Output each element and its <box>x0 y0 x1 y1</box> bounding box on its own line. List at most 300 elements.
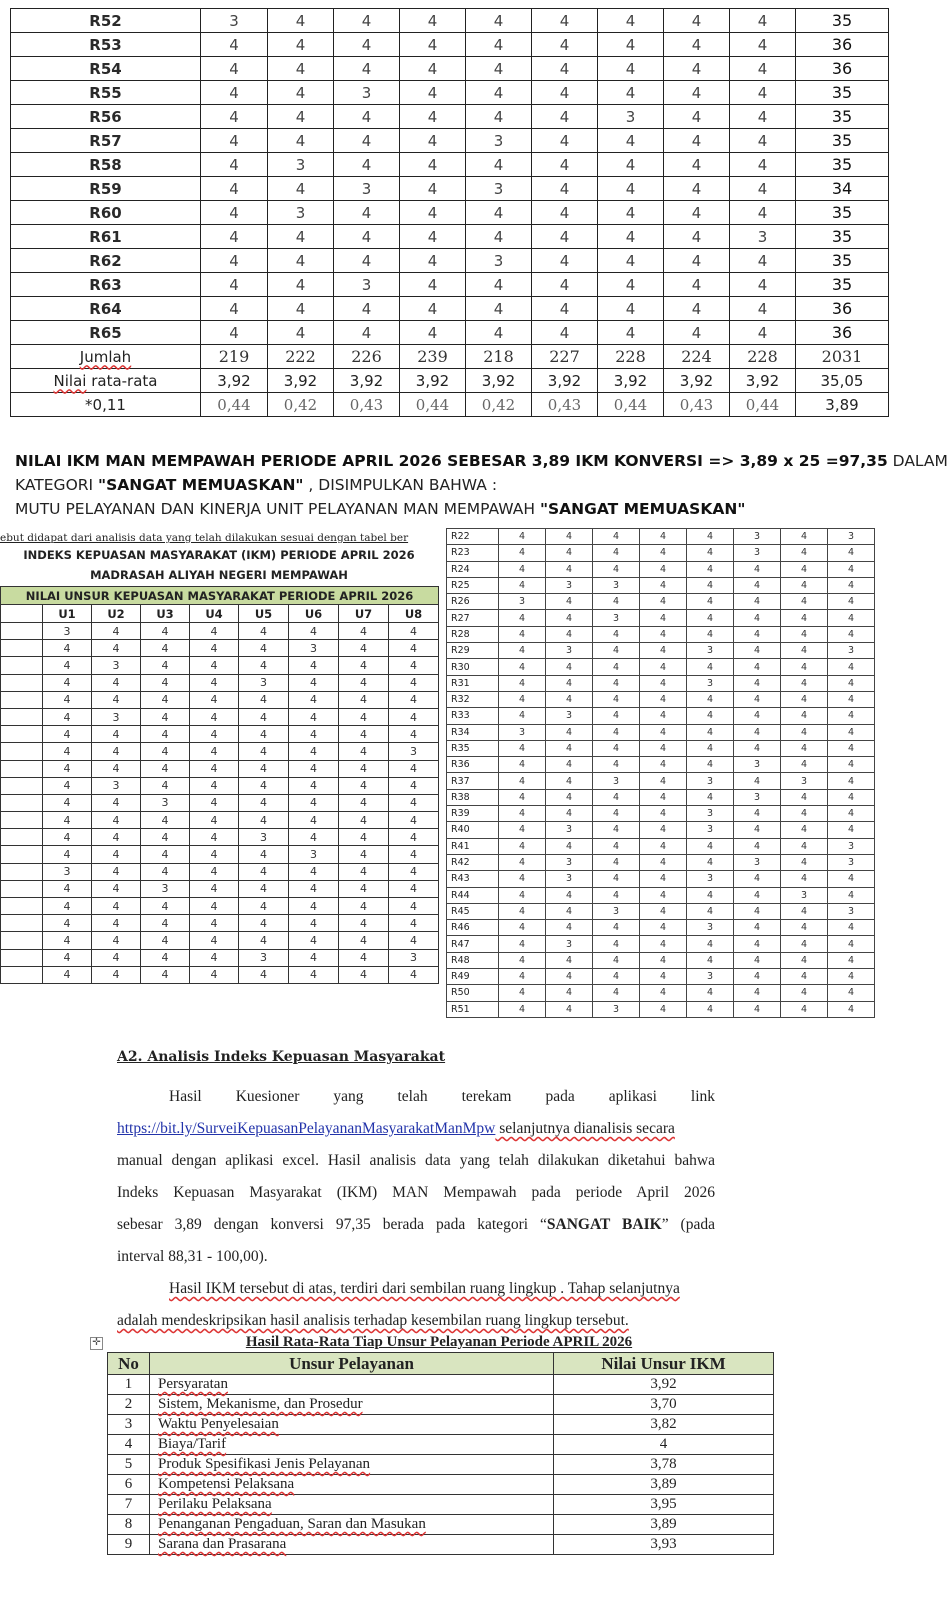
average-cell: 3,92 <box>598 369 664 393</box>
score-cell: 3 <box>334 273 400 297</box>
sum-cell: 218 <box>466 345 532 369</box>
average-label: Nilai rata-rata <box>11 369 201 393</box>
score-cell: 3 <box>466 249 532 273</box>
sum-cell: 228 <box>730 345 796 369</box>
score-cell: 3 <box>141 880 190 897</box>
score-cell: 4 <box>499 887 546 903</box>
score-cell: 4 <box>201 225 268 249</box>
score-cell: 3 <box>389 743 439 760</box>
sum-cell: 219 <box>201 345 268 369</box>
score-cell: 4 <box>239 880 289 897</box>
score-cell: 4 <box>289 829 339 846</box>
row-id: R26 <box>447 594 499 610</box>
score-cell: 4 <box>640 854 687 870</box>
score-cell: 4 <box>593 789 640 805</box>
score-cell: 4 <box>734 969 781 985</box>
score-cell: 4 <box>828 969 875 985</box>
score-cell: 4 <box>43 674 92 691</box>
blank-cell <box>1 846 43 863</box>
weighted-cell: 0,44 <box>400 393 466 417</box>
score-cell: 4 <box>141 640 190 657</box>
table-row <box>11 129 889 153</box>
score-cell: 4 <box>92 949 141 966</box>
score-cell: 4 <box>499 643 546 659</box>
score-cell: 4 <box>190 898 239 915</box>
score-cell: 4 <box>190 794 239 811</box>
score-cell: 4 <box>598 129 664 153</box>
score-cell: 4 <box>190 657 239 674</box>
score-cell: 3 <box>687 871 734 887</box>
score-cell: 3 <box>734 529 781 545</box>
row-id: R43 <box>447 871 499 887</box>
score-cell: 4 <box>141 863 190 880</box>
table-row <box>11 177 889 201</box>
score-cell: 4 <box>389 966 439 983</box>
move-handle-icon[interactable]: ✛ <box>90 1337 103 1350</box>
score-cell: 4 <box>730 321 796 345</box>
score-cell: 4 <box>734 691 781 707</box>
score-cell: 4 <box>640 806 687 822</box>
score-cell: 4 <box>389 846 439 863</box>
score-cell: 4 <box>687 691 734 707</box>
score-cell: 4 <box>781 822 828 838</box>
score-cell: 4 <box>664 129 730 153</box>
column-header: U2 <box>92 605 141 623</box>
unsur-value: 3,93 <box>554 1535 774 1555</box>
row-id: R36 <box>447 757 499 773</box>
row-number: 2 <box>108 1395 150 1415</box>
para-line: Hasil IKM tersebut di atas, terdiri dari sembilan ruang lingkup . Tahap selanjutnya <box>169 1280 680 1297</box>
score-cell: 4 <box>389 794 439 811</box>
score-cell: 4 <box>499 675 546 691</box>
row-total: 35 <box>796 249 889 273</box>
score-cell: 4 <box>828 708 875 724</box>
score-cell: 4 <box>640 887 687 903</box>
score-cell: 4 <box>141 932 190 949</box>
score-cell: 4 <box>389 898 439 915</box>
unsur-name: Penanganan Pengaduan, Saran dan Masukan <box>150 1515 554 1535</box>
score-cell: 4 <box>499 545 546 561</box>
score-cell: 4 <box>190 674 239 691</box>
score-cell: 4 <box>598 297 664 321</box>
score-cell: 4 <box>190 691 239 708</box>
blank-cell <box>1 743 43 760</box>
table-row <box>447 985 875 1001</box>
table-row <box>1 674 439 691</box>
table-row <box>447 610 875 626</box>
score-cell: 4 <box>828 626 875 642</box>
score-cell: 4 <box>466 321 532 345</box>
score-cell: 4 <box>239 657 289 674</box>
score-cell: 4 <box>593 920 640 936</box>
para-line: interval 88,31 - 100,00). <box>117 1248 268 1265</box>
row-id: R38 <box>447 789 499 805</box>
score-cell: 4 <box>828 822 875 838</box>
score-cell: 4 <box>43 743 92 760</box>
analysis-paragraph <box>117 1081 715 1337</box>
table-row <box>1 898 439 915</box>
score-cell: 4 <box>334 201 400 225</box>
table-row <box>1 932 439 949</box>
score-cell: 4 <box>400 81 466 105</box>
score-cell: 4 <box>640 952 687 968</box>
score-cell: 4 <box>389 915 439 932</box>
score-cell: 4 <box>141 966 190 983</box>
row-id: R45 <box>447 903 499 919</box>
jumlah-row <box>11 345 889 369</box>
score-cell: 3 <box>289 846 339 863</box>
score-cell: 3 <box>687 920 734 936</box>
score-cell: 4 <box>734 626 781 642</box>
score-cell: 4 <box>389 932 439 949</box>
row-number: 3 <box>108 1415 150 1435</box>
score-cell: 4 <box>201 153 268 177</box>
score-cell: 4 <box>781 708 828 724</box>
score-cell: 4 <box>546 691 593 707</box>
unsur-value: 3,89 <box>554 1515 774 1535</box>
score-cell: 4 <box>466 201 532 225</box>
blank-cell <box>1 623 43 640</box>
row-id: R25 <box>447 577 499 593</box>
row-id: R42 <box>447 854 499 870</box>
table-row <box>108 1515 774 1535</box>
score-cell: 4 <box>239 623 289 640</box>
score-cell: 4 <box>640 969 687 985</box>
row-id: R28 <box>447 626 499 642</box>
score-cell: 4 <box>593 691 640 707</box>
score-cell: 4 <box>781 643 828 659</box>
score-cell: 4 <box>239 794 289 811</box>
score-cell: 4 <box>598 225 664 249</box>
score-cell: 3 <box>546 854 593 870</box>
score-cell: 4 <box>593 838 640 854</box>
score-cell: 4 <box>828 773 875 789</box>
score-cell: 4 <box>640 822 687 838</box>
score-cell: 4 <box>268 81 334 105</box>
row-id: R24 <box>447 561 499 577</box>
score-cell: 4 <box>141 623 190 640</box>
blank-cell <box>1 640 43 657</box>
score-cell: 4 <box>339 932 389 949</box>
score-cell: 4 <box>400 201 466 225</box>
table-row <box>1 949 439 966</box>
score-cell: 4 <box>640 1001 687 1017</box>
score-cell: 4 <box>43 846 92 863</box>
row-total: 36 <box>796 321 889 345</box>
score-cell: 3 <box>734 545 781 561</box>
score-cell: 4 <box>268 57 334 81</box>
score-cell: 4 <box>593 708 640 724</box>
score-cell: 3 <box>466 129 532 153</box>
score-cell: 4 <box>499 773 546 789</box>
score-cell: 3 <box>546 577 593 593</box>
row-id: R65 <box>11 321 201 345</box>
score-cell: 4 <box>334 225 400 249</box>
score-cell: 4 <box>499 838 546 854</box>
table-row <box>447 920 875 936</box>
row-id: R39 <box>447 806 499 822</box>
table-row <box>1 760 439 777</box>
score-cell: 4 <box>190 640 239 657</box>
score-cell: 4 <box>687 610 734 626</box>
score-cell: 4 <box>781 594 828 610</box>
score-cell: 4 <box>339 880 389 897</box>
score-cell: 4 <box>400 9 466 33</box>
score-cell: 4 <box>546 773 593 789</box>
score-cell: 4 <box>400 33 466 57</box>
row-total: 34 <box>796 177 889 201</box>
score-cell: 4 <box>499 626 546 642</box>
score-cell: 4 <box>640 740 687 756</box>
score-cell: 4 <box>687 529 734 545</box>
score-cell: 4 <box>239 863 289 880</box>
table-row <box>447 577 875 593</box>
table-row <box>11 105 889 129</box>
score-cell: 3 <box>239 949 289 966</box>
score-cell: 4 <box>201 297 268 321</box>
score-cell: 4 <box>687 854 734 870</box>
bottom-table-title: Hasil Rata-Rata Tiap Unsur Pelayanan Periode APRIL 2026 <box>245 1334 633 1350</box>
score-cell: 4 <box>268 321 334 345</box>
score-cell: 4 <box>730 153 796 177</box>
score-cell: 4 <box>730 105 796 129</box>
column-header: U5 <box>239 605 289 623</box>
score-cell: 4 <box>734 708 781 724</box>
blank-cell <box>1 880 43 897</box>
score-cell: 4 <box>828 691 875 707</box>
score-cell: 4 <box>92 932 141 949</box>
score-cell: 4 <box>734 643 781 659</box>
score-cell: 4 <box>546 806 593 822</box>
score-cell: 4 <box>268 225 334 249</box>
score-cell: 4 <box>687 708 734 724</box>
score-cell: 4 <box>239 743 289 760</box>
score-cell: 4 <box>593 545 640 561</box>
score-cell: 4 <box>781 675 828 691</box>
blank-cell <box>1 674 43 691</box>
score-cell: 4 <box>598 249 664 273</box>
score-cell: 4 <box>640 675 687 691</box>
row-total: 35 <box>796 129 889 153</box>
score-cell: 4 <box>532 177 598 201</box>
score-cell: 4 <box>289 794 339 811</box>
score-cell: 3 <box>687 643 734 659</box>
table-row <box>1 623 439 640</box>
score-cell: 4 <box>289 966 339 983</box>
score-cell: 4 <box>546 659 593 675</box>
score-cell: 4 <box>92 623 141 640</box>
score-cell: 3 <box>334 177 400 201</box>
score-cell: 4 <box>339 674 389 691</box>
score-cell: 4 <box>239 691 289 708</box>
average-cell: 3,92 <box>730 369 796 393</box>
score-cell: 4 <box>687 952 734 968</box>
score-cell: 3 <box>593 577 640 593</box>
blank-cell <box>1 794 43 811</box>
score-cell: 4 <box>734 822 781 838</box>
score-cell: 4 <box>734 903 781 919</box>
score-cell: 4 <box>593 740 640 756</box>
score-cell: 4 <box>201 81 268 105</box>
row-total: 35 <box>796 153 889 177</box>
para-line: manual dengan aplikasi excel. Hasil analisis data yang telah dilakukan diketahui bahwa <box>117 1152 715 1169</box>
score-cell: 4 <box>664 225 730 249</box>
average-cell: 3,92 <box>664 369 730 393</box>
score-cell: 4 <box>92 812 141 829</box>
score-cell: 4 <box>201 249 268 273</box>
table-row <box>11 81 889 105</box>
row-id: R51 <box>447 1001 499 1017</box>
score-cell: 4 <box>730 9 796 33</box>
score-cell: 4 <box>532 33 598 57</box>
score-cell: 4 <box>289 743 339 760</box>
score-cell: 4 <box>190 966 239 983</box>
score-cell: 4 <box>141 674 190 691</box>
clipped-paragraph-text: ebut didapat dari analisis data yang telah dilakukan sesuai dengan tabel ber <box>0 532 409 544</box>
score-cell: 4 <box>640 838 687 854</box>
score-cell: 3 <box>499 724 546 740</box>
score-cell: 4 <box>499 822 546 838</box>
score-cell: 3 <box>201 9 268 33</box>
score-cell: 4 <box>828 789 875 805</box>
table-row <box>447 1001 875 1017</box>
score-cell: 4 <box>828 610 875 626</box>
score-cell: 4 <box>92 915 141 932</box>
score-cell: 4 <box>640 920 687 936</box>
unsur-name: Perilaku Pelaksana <box>150 1495 554 1515</box>
table-row <box>1 743 439 760</box>
score-cell: 3 <box>593 903 640 919</box>
column-header: No <box>108 1353 150 1375</box>
score-cell: 3 <box>268 201 334 225</box>
score-cell: 4 <box>546 610 593 626</box>
score-cell: 4 <box>532 129 598 153</box>
score-cell: 4 <box>734 675 781 691</box>
score-cell: 4 <box>190 949 239 966</box>
survey-link[interactable]: https://bit.ly/SurveiKepuasanPelayananMasyarakatManMpw <box>117 1120 496 1137</box>
row-id: R34 <box>447 724 499 740</box>
score-cell: 4 <box>640 789 687 805</box>
score-cell: 4 <box>687 757 734 773</box>
score-cell: 4 <box>781 691 828 707</box>
score-cell: 4 <box>828 740 875 756</box>
score-cell: 4 <box>532 153 598 177</box>
score-cell: 4 <box>92 880 141 897</box>
table-row <box>447 643 875 659</box>
score-cell: 4 <box>92 726 141 743</box>
score-cell: 4 <box>781 659 828 675</box>
table-row <box>447 969 875 985</box>
score-cell: 4 <box>43 794 92 811</box>
score-cell: 4 <box>43 812 92 829</box>
row-id: R50 <box>447 985 499 1001</box>
score-cell: 4 <box>190 880 239 897</box>
row-number: 5 <box>108 1455 150 1475</box>
score-cell: 4 <box>734 952 781 968</box>
score-cell: 4 <box>289 949 339 966</box>
score-cell: 4 <box>781 757 828 773</box>
row-id: R52 <box>11 9 201 33</box>
unsur-name: Kompetensi Pelaksana <box>150 1475 554 1495</box>
blank-cell <box>1 898 43 915</box>
score-cell: 4 <box>43 880 92 897</box>
score-cell: 4 <box>730 81 796 105</box>
score-cell: 4 <box>43 691 92 708</box>
score-cell: 4 <box>190 863 239 880</box>
score-cell: 4 <box>664 57 730 81</box>
score-cell: 4 <box>781 903 828 919</box>
blank-cell <box>1 812 43 829</box>
score-cell: 4 <box>664 81 730 105</box>
score-cell: 4 <box>546 903 593 919</box>
score-cell: 4 <box>339 915 389 932</box>
row-total: 35 <box>796 9 889 33</box>
score-cell: 4 <box>239 640 289 657</box>
score-cell: 4 <box>466 297 532 321</box>
score-cell: 4 <box>141 829 190 846</box>
score-cell: 4 <box>92 674 141 691</box>
table-row <box>108 1375 774 1395</box>
table-row <box>447 675 875 691</box>
score-cell: 4 <box>499 854 546 870</box>
table-row <box>108 1395 774 1415</box>
blank-cell <box>1 760 43 777</box>
score-cell: 3 <box>598 105 664 129</box>
score-cell: 4 <box>734 773 781 789</box>
score-cell: 4 <box>289 898 339 915</box>
score-cell: 4 <box>687 936 734 952</box>
score-cell: 4 <box>43 898 92 915</box>
score-cell: 4 <box>593 659 640 675</box>
table-row <box>11 57 889 81</box>
score-cell: 4 <box>781 561 828 577</box>
score-cell: 4 <box>781 871 828 887</box>
score-cell: 4 <box>598 81 664 105</box>
score-cell: 4 <box>201 201 268 225</box>
unsur-name: Produk Spesifikasi Jenis Pelayanan <box>150 1455 554 1475</box>
table-row <box>447 724 875 740</box>
score-cell: 4 <box>781 740 828 756</box>
score-cell: 4 <box>828 806 875 822</box>
weighted-label: *0,11 <box>11 393 201 417</box>
score-cell: 4 <box>141 812 190 829</box>
score-cell: 4 <box>664 249 730 273</box>
score-cell: 4 <box>400 177 466 201</box>
score-cell: 4 <box>734 838 781 854</box>
row-id: R30 <box>447 659 499 675</box>
unsur-value: 3,92 <box>554 1375 774 1395</box>
score-cell: 4 <box>239 777 289 794</box>
score-cell: 4 <box>828 545 875 561</box>
score-cell: 4 <box>400 153 466 177</box>
score-cell: 4 <box>546 838 593 854</box>
score-cell: 4 <box>828 724 875 740</box>
score-cell: 3 <box>499 594 546 610</box>
score-cell: 4 <box>828 887 875 903</box>
score-cell: 4 <box>400 297 466 321</box>
score-cell: 4 <box>664 153 730 177</box>
score-cell: 3 <box>289 640 339 657</box>
score-cell: 4 <box>499 952 546 968</box>
row-total: 35 <box>796 105 889 129</box>
score-cell: 4 <box>640 659 687 675</box>
weighted-cell: 0,43 <box>532 393 598 417</box>
score-cell: 3 <box>43 863 92 880</box>
row-total: 36 <box>796 297 889 321</box>
sum-cell: 227 <box>532 345 598 369</box>
score-cell: 3 <box>781 773 828 789</box>
unsur-value: 3,82 <box>554 1415 774 1435</box>
